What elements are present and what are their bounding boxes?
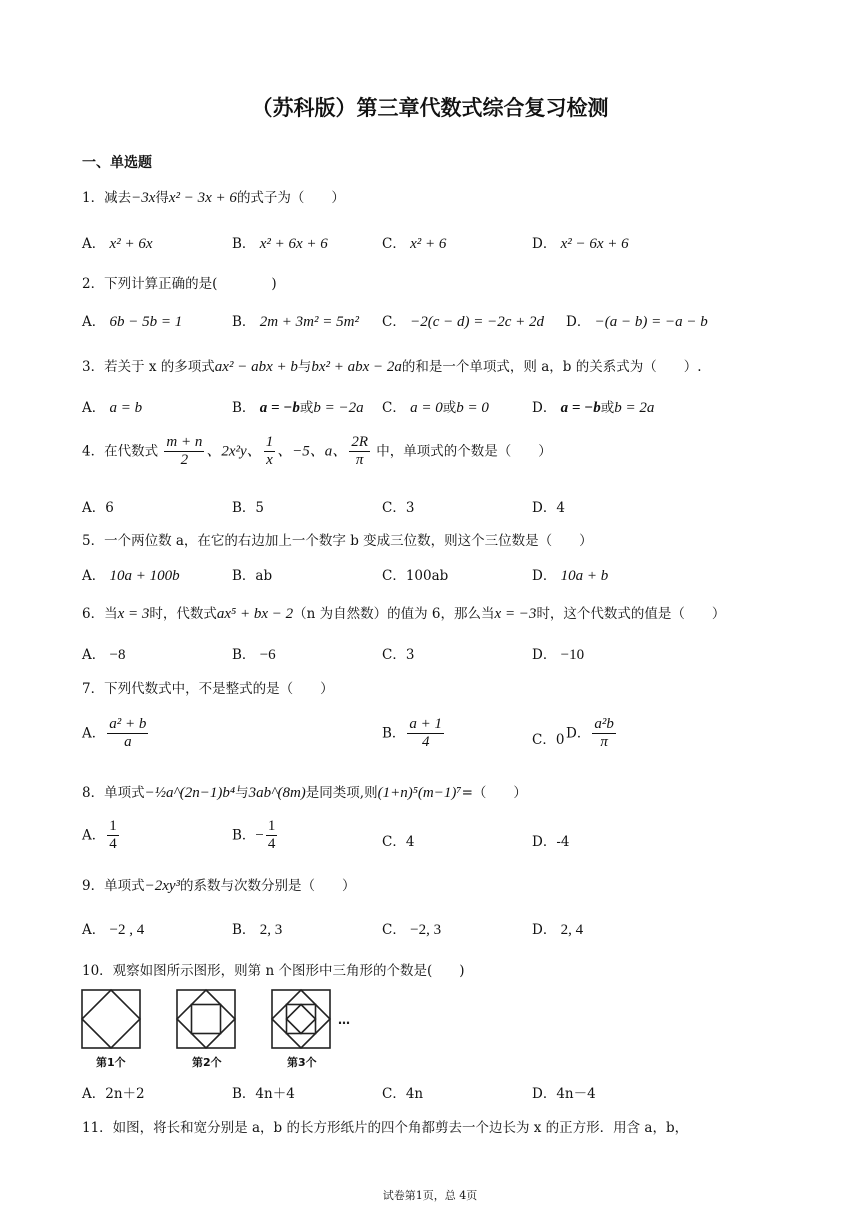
q7-option-c: C．0	[532, 732, 565, 748]
question-11: 11．如图，将长和宽分别是 a，b 的长方形纸片的四个角都剪去一个边长为 x 的正方形．用含 a，b，	[82, 1120, 689, 1136]
q9-option-a: A． −2 , 4	[82, 922, 145, 938]
q4-option-b: B．5	[232, 500, 265, 516]
q2-option-a: A． 6b − 5b = 1	[82, 314, 183, 330]
q4-option-d: D．4	[532, 500, 565, 516]
q9-option-b: B． 2, 3	[232, 922, 283, 938]
q5-option-d: D． 10a + b	[532, 568, 609, 584]
figure-1-label: 第1个	[96, 1056, 126, 1069]
section-heading: 一、单选题	[82, 155, 152, 171]
q4-option-a: A．6	[82, 500, 114, 516]
q6-option-c: C．3	[382, 647, 415, 663]
q9-option-c: C． −2, 3	[382, 922, 442, 938]
figure-ellipsis: …	[338, 1013, 350, 1027]
figure-3-label: 第3个	[287, 1056, 317, 1069]
page-footer: 试卷第1页，总 4页	[382, 1189, 478, 1202]
q5-option-b: B．ab	[232, 568, 273, 584]
q1-option-c: C． x² + 6	[382, 236, 447, 252]
q6-option-b: B． −6	[232, 647, 276, 663]
q4-option-c: C．3	[382, 500, 415, 516]
q7-option-b: B． $\frac{a + 1}{4}$	[382, 716, 443, 751]
question-2: 2．下列计算正确的是( )	[82, 276, 277, 292]
figure-1	[82, 990, 140, 1048]
question-3: 3．若关于 x 的多项式ax² − abx + b与bx² + abx − 2a的和是一个单项式，则 a，b 的关系式为（ ）.	[82, 359, 702, 375]
q1-option-d: D． x² − 6x + 6	[532, 236, 629, 252]
figure-2-label: 第2个	[192, 1056, 222, 1069]
question-7: 7．下列代数式中，不是整式的是（ ）	[82, 681, 334, 697]
q10-option-d: D．4n－4	[532, 1086, 596, 1102]
q8-option-c: C．4	[382, 834, 415, 850]
page-title: （苏科版）第三章代数式综合复习检测	[251, 96, 609, 120]
fraction-1-over-x: $\frac{1}{x}$	[265, 434, 274, 469]
q5-option-c: C．100ab	[382, 568, 449, 584]
q9-option-d: D． 2, 4	[532, 922, 584, 938]
q1-option-b: B． x² + 6x + 6	[232, 236, 328, 252]
q8-option-a: A． $\frac{1}{4}$	[82, 818, 117, 853]
q3-option-c: C． a = 0或b = 0	[382, 400, 489, 416]
q6-option-d: D． −10	[532, 647, 585, 663]
question-1: 1．减去−3x得x² − 3x + 6的式子为（ ）	[82, 190, 345, 206]
q3-option-b: B． a = −b或b = −2a	[232, 400, 364, 416]
figure-3	[272, 990, 330, 1048]
fraction-m-plus-n: $\frac{m + n}{2}$	[166, 434, 203, 469]
q7-option-d: D． $\frac{\text{a²b}}{\pi}$	[566, 716, 614, 751]
fraction-2r-over-pi: $\frac{2R}{\pi}$	[351, 434, 368, 469]
question-8: 8．单项式−½a^(2n−1)b⁴与3ab^(8m)是同类项,则(1+n)⁵(m−1)⁷=（ ）	[82, 785, 527, 801]
q2-option-d: D． −(a − b) = −a − b	[566, 314, 708, 330]
q2-option-c: C． −2(c − d) = −2c + 2d	[382, 314, 545, 330]
q6-option-a: A． −8	[82, 647, 126, 663]
question-9: 9．单项式−2xy³的系数与次数分别是（ ）	[82, 878, 356, 894]
q1-option-a: A． x² + 6x	[82, 236, 153, 252]
q10-option-b: B．4n＋4	[232, 1086, 295, 1102]
q8-option-b: B．− $\frac{1}{4}$	[232, 818, 276, 853]
q10-option-a: A．2n＋2	[82, 1086, 145, 1102]
q3-option-a: A． a = b	[82, 400, 143, 416]
question-6: 6．当x = 3时，代数式ax⁵ + bx − 2（n 为自然数）的值为 6，那么当x = −3时，这个代数式的值是（ ）	[82, 606, 726, 622]
q10-option-c: C．4n	[382, 1086, 424, 1102]
q7-option-a: A． $\frac{\text{a² + b}}{a}$	[82, 716, 147, 751]
q3-option-d: D． a = −b或b = 2a	[532, 400, 655, 416]
question-4: 4．在代数式 $\frac{m + n}{2}$ 、2x²y、 $\frac{1}{x}$ 、−5、a、 $\frac{2R}{\pi}$ 中，单项式的个数是（ ）	[82, 434, 552, 469]
figure-2	[177, 990, 235, 1048]
q5-option-a: A． 10a + 100b	[82, 568, 180, 584]
question-5: 5．一个两位数 a，在它的右边加上一个数字 b 变成三位数，则这个三位数是（ ）	[82, 533, 593, 549]
q2-option-b: B． 2m + 3m² = 5m²	[232, 314, 359, 330]
q8-option-d: D．-4	[532, 834, 570, 850]
question-10: 10．观察如图所示图形，则第 n 个图形中三角形的个数是( )	[82, 963, 465, 979]
